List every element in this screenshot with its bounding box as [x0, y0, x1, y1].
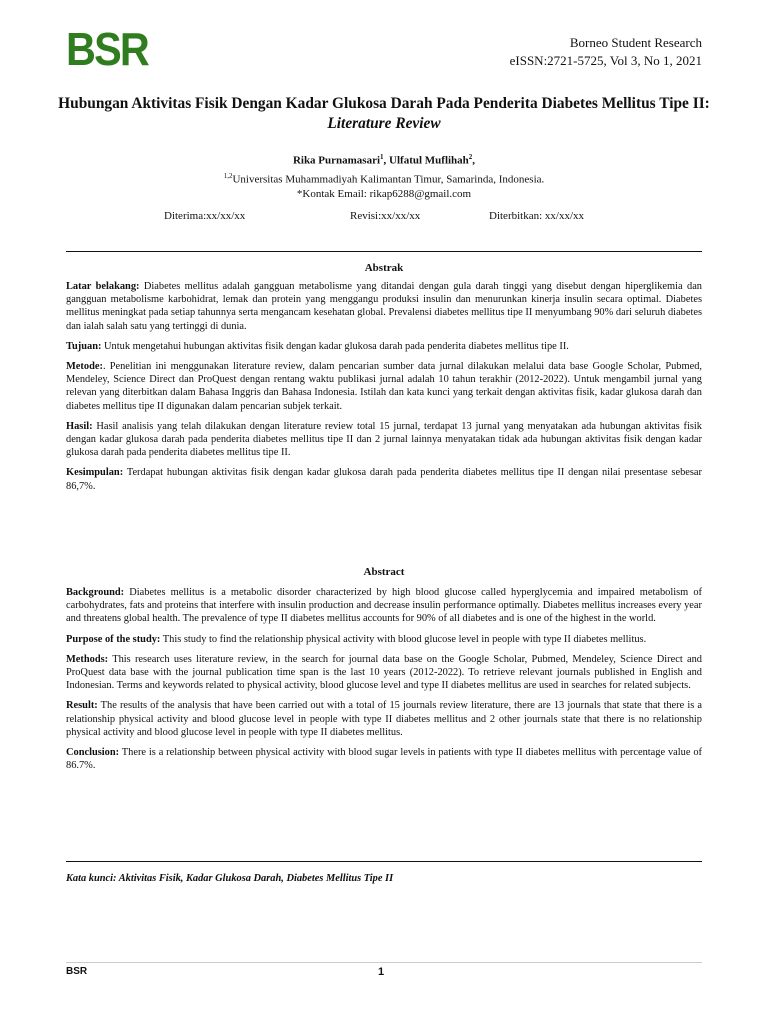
- footer-divider: [66, 962, 702, 963]
- article-title: [56, 94, 712, 134]
- section-label: Result:: [66, 700, 98, 712]
- journal-info: [510, 34, 702, 70]
- section-text: There is a relationship between physical activity with blood sugar levels in patients with type II diabetes mellitus with percentage value of 86.7%.: [66, 747, 702, 772]
- affiliation-sup: 1,2: [223, 171, 233, 180]
- author-tail: ,: [472, 154, 476, 167]
- abstract-purpose: [66, 633, 702, 646]
- section-label: Background:: [66, 587, 125, 598]
- journal-issn-volume: eISSN:2721-5725, Vol 3, No 1, 2021: [509, 53, 702, 68]
- affiliation: [56, 169, 712, 188]
- section-text: Hasil analisis yang telah dilakukan dengan literature review total 15 jurnal, terdapat 13 jurnal yang menyatakan ada hubungan aktivitas fisik dengan kadar glukosa darah pada penderita diabetes mellitus tipe II dan 2 jurnal lainnya menyatakan tidak ada hubungan aktivitas fisik dengan kadar glukosa darah pada penderita diabetes mellitus tipe II.: [66, 420, 702, 459]
- section-text: Diabetes mellitus adalah gangguan metabolisme yang ditandai dengan gula darah tinggi yang disebut dengan hiperglikemia dan gangguan metabolisme karbohidrat, lemak dan protein yang menggangu produksi insulin dan menurunkan kinerja insulin secara optimal. Diabetes mellitus meningkat pada setiap tahunnya serta mengancam kesehatan global. Prevalensi diabetes mellitus tipe II menyumbang 90% dari seluruh diabetes dan ialah salah satu yang tertinggi di dunia.: [66, 281, 703, 332]
- abstrak-methods: [66, 360, 702, 413]
- author-2-affil: 2: [468, 153, 473, 161]
- journal-name: Borneo Student Research: [569, 35, 702, 50]
- section-text: This study to find the relationship physical activity with blood glucose level in people with type II diabetes mellitus.: [160, 633, 647, 645]
- article-title-italic: Literature Review: [327, 115, 441, 132]
- section-label: Latar belakang:: [66, 281, 140, 292]
- abstrak-heading: Abstrak: [364, 262, 404, 274]
- author-2: Ulfatul Muflihah: [389, 154, 469, 167]
- section-label: Conclusion:: [66, 747, 120, 759]
- section-label: Tujuan:: [66, 340, 102, 352]
- divider-top: [66, 251, 702, 252]
- abstrak-purpose: [66, 340, 702, 353]
- abstract-body: [66, 586, 702, 779]
- contact-email: *Kontak Email: rikap6288@gmail.com: [296, 188, 472, 201]
- section-label: Hasil:: [66, 420, 93, 432]
- abstract-background: [66, 586, 702, 626]
- affiliation-text: Universitas Muhammadiyah Kalimantan Timur, Samarinda, Indonesia.: [232, 173, 545, 186]
- section-text: Diabetes mellitus is a metabolic disorder characterized by high blood glucose called hyperglycemia and impaired metabolism of carbohydrates, fats and proteins that interfere with insulin production and decrease insulin performance optimally. Diabetes mellitus increases every year and threatens global health. The prevalence of type II diabetes mellitus accounts for 90% of all diabetes and is one of the highest in the world.: [66, 587, 702, 625]
- section-text: . Penelitian ini menggunakan literature review, dalam pencarian sumber data jurnal dilakukan melalui data base Google Scholar, Pubmed, Mendeley, Science Direct dan ProQuest dengan rentang waktu publikasi jurnal adalah 10 tahun terakhir (2012-2022). Untuk mengambil jurnal yang relevan yang diterbitkan dalam Bahasa Inggris dan Bahasa Indonesia. Istilah dan kata kunci yang terkait dengan aktivitas fisik, kadar glukosa darah dan diabetes mellitus tipe II digunakan dalam pencarian subjek terkait.: [66, 361, 702, 412]
- article-title-main: Hubungan Aktivitas Fisik Dengan Kadar Glukosa Darah Pada Penderita Diabetes Mellitus Tipe II:: [58, 95, 710, 112]
- author-1-affil: 1: [380, 153, 384, 161]
- page-number: 1: [378, 966, 385, 978]
- abstrak-body: [66, 280, 702, 500]
- section-text: Untuk mengetahui hubungan aktivitas fisik dengan kadar glukosa darah pada penderita diabetes mellitus tipe II.: [101, 340, 569, 352]
- author-1: Rika Purnamasari: [292, 154, 381, 167]
- journal-logo: BSR: [66, 23, 149, 75]
- section-label: Kesimpulan:: [66, 467, 124, 479]
- author-separator: ,: [383, 154, 390, 167]
- abstract-conclusion: [66, 746, 702, 772]
- section-text: This research uses literature review, in the search for journal data base on the Google Scholar, Pubmed, Mendeley, Science Direct and ProQuest data base with the journal publication time span is the last 10 years (2012-2022). To retrieve relevant journals published in English and Indonesian. Terms and keywords related to physical activity, blood glucose level and type II diabetes mellitus are used in searches for related subjects.: [66, 653, 702, 692]
- section-text: Terdapat hubungan aktivitas fisik dengan kadar glukosa darah pada penderita diabetes mellitus tipe II dengan nilai presentase sebesar 86,7%.: [66, 467, 702, 492]
- keywords: Kata kunci: Aktivitas Fisik, Kadar Glukosa Darah, Diabetes Mellitus Tipe II: [66, 873, 394, 884]
- section-label: Methods:: [66, 653, 109, 665]
- author-block: [56, 150, 712, 202]
- date-published: Diterbitkan: xx/xx/xx: [489, 210, 585, 222]
- abstrak-background: [66, 280, 702, 333]
- divider-bottom: [66, 861, 702, 862]
- section-label: Purpose of the study:: [66, 633, 161, 645]
- abstrak-conclusion: [66, 466, 702, 492]
- section-label: Metode:: [66, 361, 103, 373]
- abstrak-results: [66, 420, 702, 460]
- abstract-heading: Abstract: [363, 566, 405, 578]
- date-revised: Revisi:xx/xx/xx: [350, 210, 421, 222]
- author-names: [56, 150, 712, 169]
- abstract-results: [66, 699, 702, 739]
- article-dates: [0, 208, 768, 224]
- abstract-methods: [66, 653, 702, 693]
- date-received: Diterima:xx/xx/xx: [164, 210, 246, 222]
- section-text: The results of the analysis that have been carried out with a total of 15 journals review literature, there are 13 journals that state that there is a relationship physical activity and blood glucose level in people with type II diabetes mellitus and 2 other journals state that there is no relationship physical activity and blood glucose level in people with type II diabetes mellitus.: [66, 700, 702, 738]
- footer-journal-abbrev: BSR: [66, 966, 88, 977]
